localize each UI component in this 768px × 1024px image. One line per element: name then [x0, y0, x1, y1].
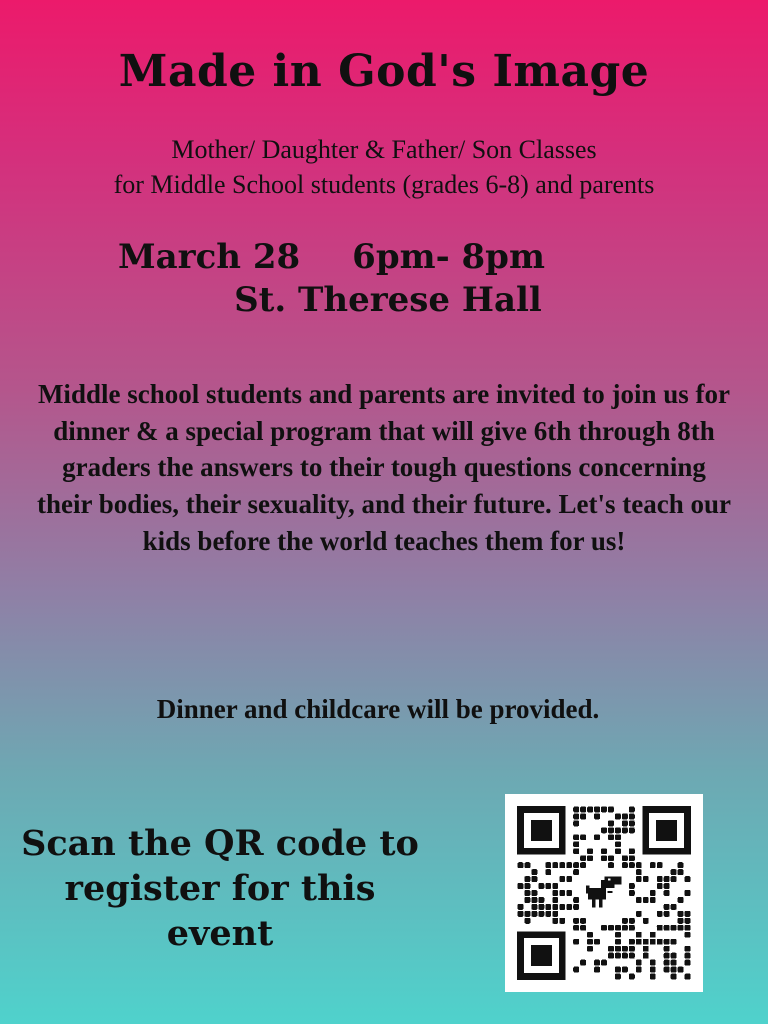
qr-module — [622, 820, 628, 826]
qr-module — [685, 925, 691, 931]
qr-module — [531, 897, 537, 903]
qr-module — [629, 974, 635, 980]
subtitle-line-2: for Middle School students (grades 6-8) and parents — [113, 170, 655, 200]
qr-module — [531, 890, 537, 896]
qr-module — [664, 890, 670, 896]
qr-module — [629, 848, 635, 854]
qr-module — [622, 946, 628, 952]
qr-module — [615, 939, 621, 945]
qr-module — [559, 904, 565, 910]
qr-module — [685, 890, 691, 896]
qr-module — [518, 862, 524, 868]
event-description: Middle school students and parents are invited to join us for dinner & a special program that will give 6th through 8th graders the answers to their tough questions concerning their bodies, their sexuality, and their future. Let's teach our kids before the world teaches them for us! — [37, 379, 731, 556]
qr-module — [525, 862, 531, 868]
qr-module — [552, 904, 558, 910]
qr-module — [664, 904, 670, 910]
qr-module — [545, 862, 551, 868]
qr-module — [685, 876, 691, 882]
qr-module — [629, 946, 635, 952]
qr-module — [678, 967, 684, 973]
qr-module — [657, 939, 663, 945]
qr-module — [678, 897, 684, 903]
qr-module — [622, 953, 628, 959]
qr-module — [678, 862, 684, 868]
qr-module — [573, 820, 579, 826]
qr-module — [685, 953, 691, 959]
qr-module — [566, 876, 572, 882]
qr-module — [636, 869, 642, 875]
qr-module — [664, 876, 670, 882]
qr-module — [643, 939, 649, 945]
event-title: Made in God's Image — [118, 46, 650, 97]
qr-module — [580, 862, 586, 868]
event-subtitle — [0, 132, 768, 202]
qr-module — [671, 869, 677, 875]
qr-module — [608, 807, 614, 813]
event-details — [0, 236, 768, 321]
qr-module — [671, 974, 677, 980]
qr-module — [573, 814, 579, 820]
qr-module — [552, 918, 558, 924]
qr-module — [608, 862, 614, 868]
qr-module — [573, 834, 579, 840]
qr-module — [650, 974, 656, 980]
qr-module — [622, 814, 628, 820]
qr-module — [615, 814, 621, 820]
qr-module — [538, 883, 544, 889]
qr-module — [636, 897, 642, 903]
qr-module — [601, 807, 607, 813]
qr-module — [678, 918, 684, 924]
qr-module — [636, 932, 642, 938]
qr-module — [580, 960, 586, 966]
qr-module — [622, 918, 628, 924]
qr-module — [650, 939, 656, 945]
qr-module — [594, 807, 600, 813]
qr-module — [573, 848, 579, 854]
qr-module — [608, 827, 614, 833]
qr-module — [650, 890, 656, 896]
qr-module — [608, 925, 614, 931]
qr-module — [664, 883, 670, 889]
qr-module — [525, 918, 531, 924]
qr-module — [538, 904, 544, 910]
qr-module — [629, 890, 635, 896]
qr-module — [580, 814, 586, 820]
qr-module — [629, 939, 635, 945]
qr-module — [650, 897, 656, 903]
qr-module — [580, 925, 586, 931]
qr-module — [525, 890, 531, 896]
qr-module — [650, 862, 656, 868]
qr-module — [671, 953, 677, 959]
qr-finder-top-left-center — [531, 820, 552, 841]
qr-module — [664, 911, 670, 917]
qr-module — [518, 883, 524, 889]
qr-module — [545, 883, 551, 889]
qr-module — [685, 932, 691, 938]
qr-module — [615, 841, 621, 847]
qr-module — [650, 932, 656, 938]
qr-module — [615, 974, 621, 980]
subtitle-line-1: Mother/ Daughter & Father/ Son Classes — [171, 135, 597, 164]
qr-module — [615, 827, 621, 833]
qr-module — [594, 939, 600, 945]
qr-module — [573, 904, 579, 910]
qr-module — [608, 946, 614, 952]
qr-module — [601, 855, 607, 861]
qr-module — [636, 911, 642, 917]
qr-module — [664, 946, 670, 952]
qr-module — [657, 876, 663, 882]
qr-module — [643, 918, 649, 924]
qr-module — [608, 953, 614, 959]
qr-module — [636, 967, 642, 973]
qr-module — [629, 862, 635, 868]
qr-module — [552, 883, 558, 889]
qr-module — [525, 876, 531, 882]
qr-module — [664, 925, 670, 931]
qr-module — [685, 911, 691, 917]
qr-module — [587, 939, 593, 945]
qr-module — [636, 960, 642, 966]
qr-module — [657, 862, 663, 868]
qr-module — [678, 911, 684, 917]
qr-module — [525, 883, 531, 889]
qr-module — [573, 862, 579, 868]
qr-module — [525, 897, 531, 903]
qr-module — [636, 876, 642, 882]
qr-module — [615, 848, 621, 854]
qr-module — [580, 834, 586, 840]
qr-module — [552, 897, 558, 903]
qr-finder-top-right-center — [656, 820, 677, 841]
qr-module — [545, 911, 551, 917]
qr-module — [643, 953, 649, 959]
qr-module — [664, 953, 670, 959]
qr-module — [552, 862, 558, 868]
qr-module — [608, 855, 614, 861]
qr-module — [636, 939, 642, 945]
qr-module — [629, 814, 635, 820]
qr-module — [685, 918, 691, 924]
qr-module — [538, 897, 544, 903]
qr-module — [580, 807, 586, 813]
dinosaur-icon — [583, 872, 625, 914]
qr-module — [531, 911, 537, 917]
qr-module — [629, 807, 635, 813]
qr-module — [615, 925, 621, 931]
qr-module — [594, 834, 600, 840]
qr-module — [559, 890, 565, 896]
qr-module — [629, 883, 635, 889]
qr-module — [671, 960, 677, 966]
date-time-row — [0, 236, 768, 279]
qr-module — [566, 904, 572, 910]
qr-module — [580, 855, 586, 861]
qr-module — [573, 925, 579, 931]
qr-module — [587, 932, 593, 938]
qr-module — [545, 869, 551, 875]
qr-module — [622, 862, 628, 868]
qr-finder-bottom-left-center — [531, 945, 552, 966]
qr-module — [559, 918, 565, 924]
qr-module — [518, 904, 524, 910]
qr-module — [573, 897, 579, 903]
qr-module — [601, 827, 607, 833]
qr-module — [671, 876, 677, 882]
qr-module — [629, 953, 635, 959]
qr-module — [552, 911, 558, 917]
qr-module — [552, 890, 558, 896]
qr-module — [622, 827, 628, 833]
qr-module — [671, 925, 677, 931]
qr-module — [643, 946, 649, 952]
qr-module — [615, 967, 621, 973]
qr-module — [601, 848, 607, 854]
qr-module — [601, 960, 607, 966]
qr-module — [573, 918, 579, 924]
qr-module — [643, 876, 649, 882]
qr-module — [615, 953, 621, 959]
qr-module — [664, 960, 670, 966]
qr-module — [671, 967, 677, 973]
qr-module — [650, 960, 656, 966]
qr-module — [664, 939, 670, 945]
qr-module — [629, 925, 635, 931]
qr-module — [608, 834, 614, 840]
qr-module — [657, 911, 663, 917]
qr-module — [573, 869, 579, 875]
qr-module — [629, 827, 635, 833]
qr-module — [678, 869, 684, 875]
qr-module — [573, 967, 579, 973]
qr-module — [643, 897, 649, 903]
qr-module — [587, 848, 593, 854]
qr-module — [573, 807, 579, 813]
qr-module — [622, 855, 628, 861]
qr-module — [587, 946, 593, 952]
qr-module — [594, 960, 600, 966]
dinner-childcare-note: Dinner and childcare will be provided. — [156, 694, 600, 724]
qr-module — [594, 967, 600, 973]
event-venue: St. Therese Hall — [234, 279, 542, 320]
qr-module — [622, 967, 628, 973]
qr-module — [622, 925, 628, 931]
qr-module — [566, 890, 572, 896]
qr-module — [545, 904, 551, 910]
qr-module — [629, 918, 635, 924]
qr-module — [573, 841, 579, 847]
event-time: 6pm- 8pm — [352, 237, 545, 277]
qr-module — [573, 939, 579, 945]
qr-module — [650, 967, 656, 973]
qr-module — [685, 974, 691, 980]
qr-module — [678, 925, 684, 931]
qr-module — [685, 946, 691, 952]
qr-module — [657, 883, 663, 889]
qr-module — [566, 862, 572, 868]
qr-module — [671, 904, 677, 910]
qr-module — [636, 862, 642, 868]
qr-module — [615, 946, 621, 952]
qr-module — [559, 862, 565, 868]
qr-module — [587, 807, 593, 813]
qr-call-to-action: Scan the QR code to register for this event — [21, 823, 419, 954]
qr-module — [608, 820, 614, 826]
qr-module — [664, 967, 670, 973]
qr-module — [518, 911, 524, 917]
qr-module — [531, 876, 537, 882]
qr-module — [580, 918, 586, 924]
qr-module — [615, 932, 621, 938]
qr-module — [615, 834, 621, 840]
qr-module — [531, 904, 537, 910]
event-date: March 28 — [118, 237, 301, 277]
qr-module — [629, 855, 635, 861]
qr-module — [525, 911, 531, 917]
qr-module — [538, 911, 544, 917]
qr-code[interactable] — [505, 794, 703, 992]
qr-module — [685, 960, 691, 966]
qr-module — [559, 876, 565, 882]
qr-module — [671, 939, 677, 945]
qr-module — [601, 925, 607, 931]
qr-module — [531, 869, 537, 875]
qr-module — [657, 925, 663, 931]
qr-module — [629, 820, 635, 826]
qr-module — [587, 855, 593, 861]
qr-module — [594, 814, 600, 820]
